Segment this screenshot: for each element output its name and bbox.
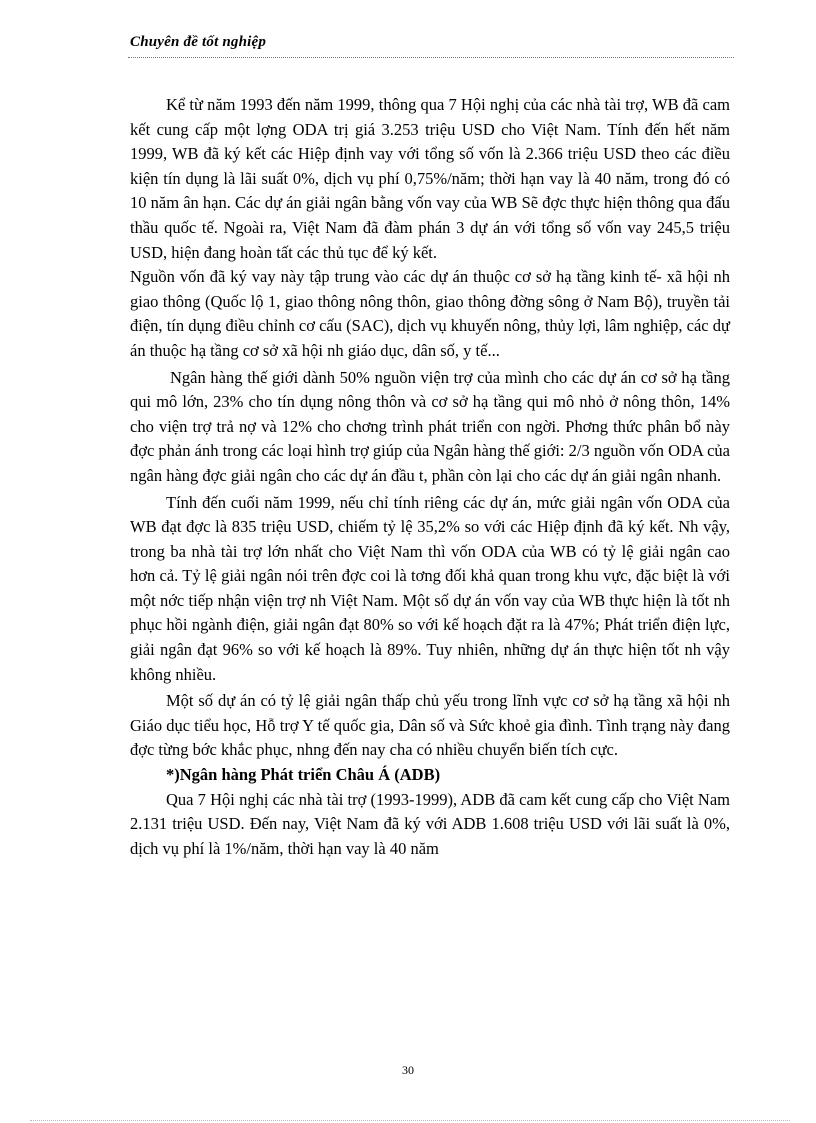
header-divider	[128, 57, 734, 58]
section-heading-adb: *)Ngân hàng Phát triển Châu Á (ADB)	[166, 765, 441, 785]
paragraph-loan-allocation: Nguồn vốn đã ký vay này tập trung vào các dự án thuộc cơ sở hạ tầng kinh tế- xã hội nh giao thông (Quốc lộ 1, giao thông nông thôn, giao thông đờng sông ở Nam Bộ), truyền tải điện, tín dụng điều chỉnh cơ cấu (SAC), dịch vụ khuyến nông, thủy lợi, lâm nghiệp, các dự án thuộc hạ tầng cơ sở xã hội nh giáo dục, dân số, y tế...	[130, 267, 730, 360]
paragraph-wb-distribution: Ngân hàng thế giới dành 50% nguồn viện trợ của mình cho các dự án cơ sở hạ tầng qui mô lớn, 23% cho tín dụng nông thôn và cơ sở hạ tầng qui mô nhỏ ở nông thôn, 14% cho viện trợ trả nợ và 12% cho chơng trình phát triển con ngời. Phơng thức phân bổ này đợc phản ánh trong các loại hình trợ giúp của Ngân hàng thế giới: 2/3 nguồn vốn ODA của ngân hàng đợc giải ngân cho các dự án đầu t, phần còn lại cho các dự án giải ngân nhanh.	[130, 367, 730, 485]
paragraph-disbursement: Tính đến cuối năm 1999, nếu chỉ tính riêng các dự án, mức giải ngân vốn ODA của WB đạt đợc là 835 triệu USD, chiếm tỷ lệ 35,2% so với các Hiệp định đã ký kết. Nh vậy, trong ba nhà tài trợ lớn nhất cho Việt Nam thì vốn ODA của WB có tỷ lệ giải ngân cao hơn cả. Tỷ lệ giải ngân nói trên đợc coi là tơng đối khả quan trong khu vực, đặc biệt là với một nớc tiếp nhận viện trợ nh Việt Nam. Một số dự án vốn vay của WB thực hiện là tốt nh phục hồi ngành điện, giải ngân đạt 80% so với kế hoạch đặt ra là 47%; Phát triển điện lực, giải ngân đạt 96% so với kế hoạch là 89%. Tuy nhiên, những dự án thực hiện tốt nh vậy không nhiều.	[130, 492, 730, 684]
footer-divider	[30, 1120, 790, 1121]
paragraph-low-disbursement: Một số dự án có tỷ lệ giải ngân thấp chủ yếu trong lĩnh vực cơ sở hạ tầng xã hội nh Giáo dục tiểu học, Hỗ trợ Y tế quốc gia, Dân số và Sức khoẻ gia đình. Tình trạng này đang đợc từng bớc khắc phục, nhng đến nay cha có nhiều chuyển biến tích cực.	[130, 691, 730, 760]
paragraph-wb-commitment: Kể từ năm 1993 đến năm 1999, thông qua 7 Hội nghị của các nhà tài trợ, WB đã cam kết cung cấp một lợng ODA trị giá 3.253 triệu USD cho Việt Nam. Tính đến hết năm 1999, WB đã ký kết các Hiệp định vay với tổng số vốn là 2.366 triệu USD theo các điều kiện tín dụng là lãi suất 0%, dịch vụ phí 0,75%/năm; thời hạn vay là 40 năm, trong đó có 10 năm ân hạn. Các dự án giải ngân bằng vốn vay của WB Sẽ đợc thực hiện thông qua đấu thầu quốc tế. Ngoài ra, Việt Nam đã đàm phán 3 dự án với tổng số vốn vay 245,5 triệu USD, hiện đang hoàn tất các thủ tục để ký kết.	[130, 95, 730, 262]
paragraph-adb: Qua 7 Hội nghị các nhà tài trợ (1993-1999), ADB đã cam kết cung cấp cho Việt Nam 2.131 triệu USD. Đến nay, Việt Nam đã ký với ADB 1.608 triệu USD với lãi suất là 0%, dịch vụ phí là 1%/năm, thời hạn vay là 40 năm	[130, 789, 730, 858]
page-number: 30	[402, 1063, 414, 1077]
document-body	[130, 93, 730, 861]
running-header: Chuyên đề tốt nghiệp	[130, 34, 267, 50]
